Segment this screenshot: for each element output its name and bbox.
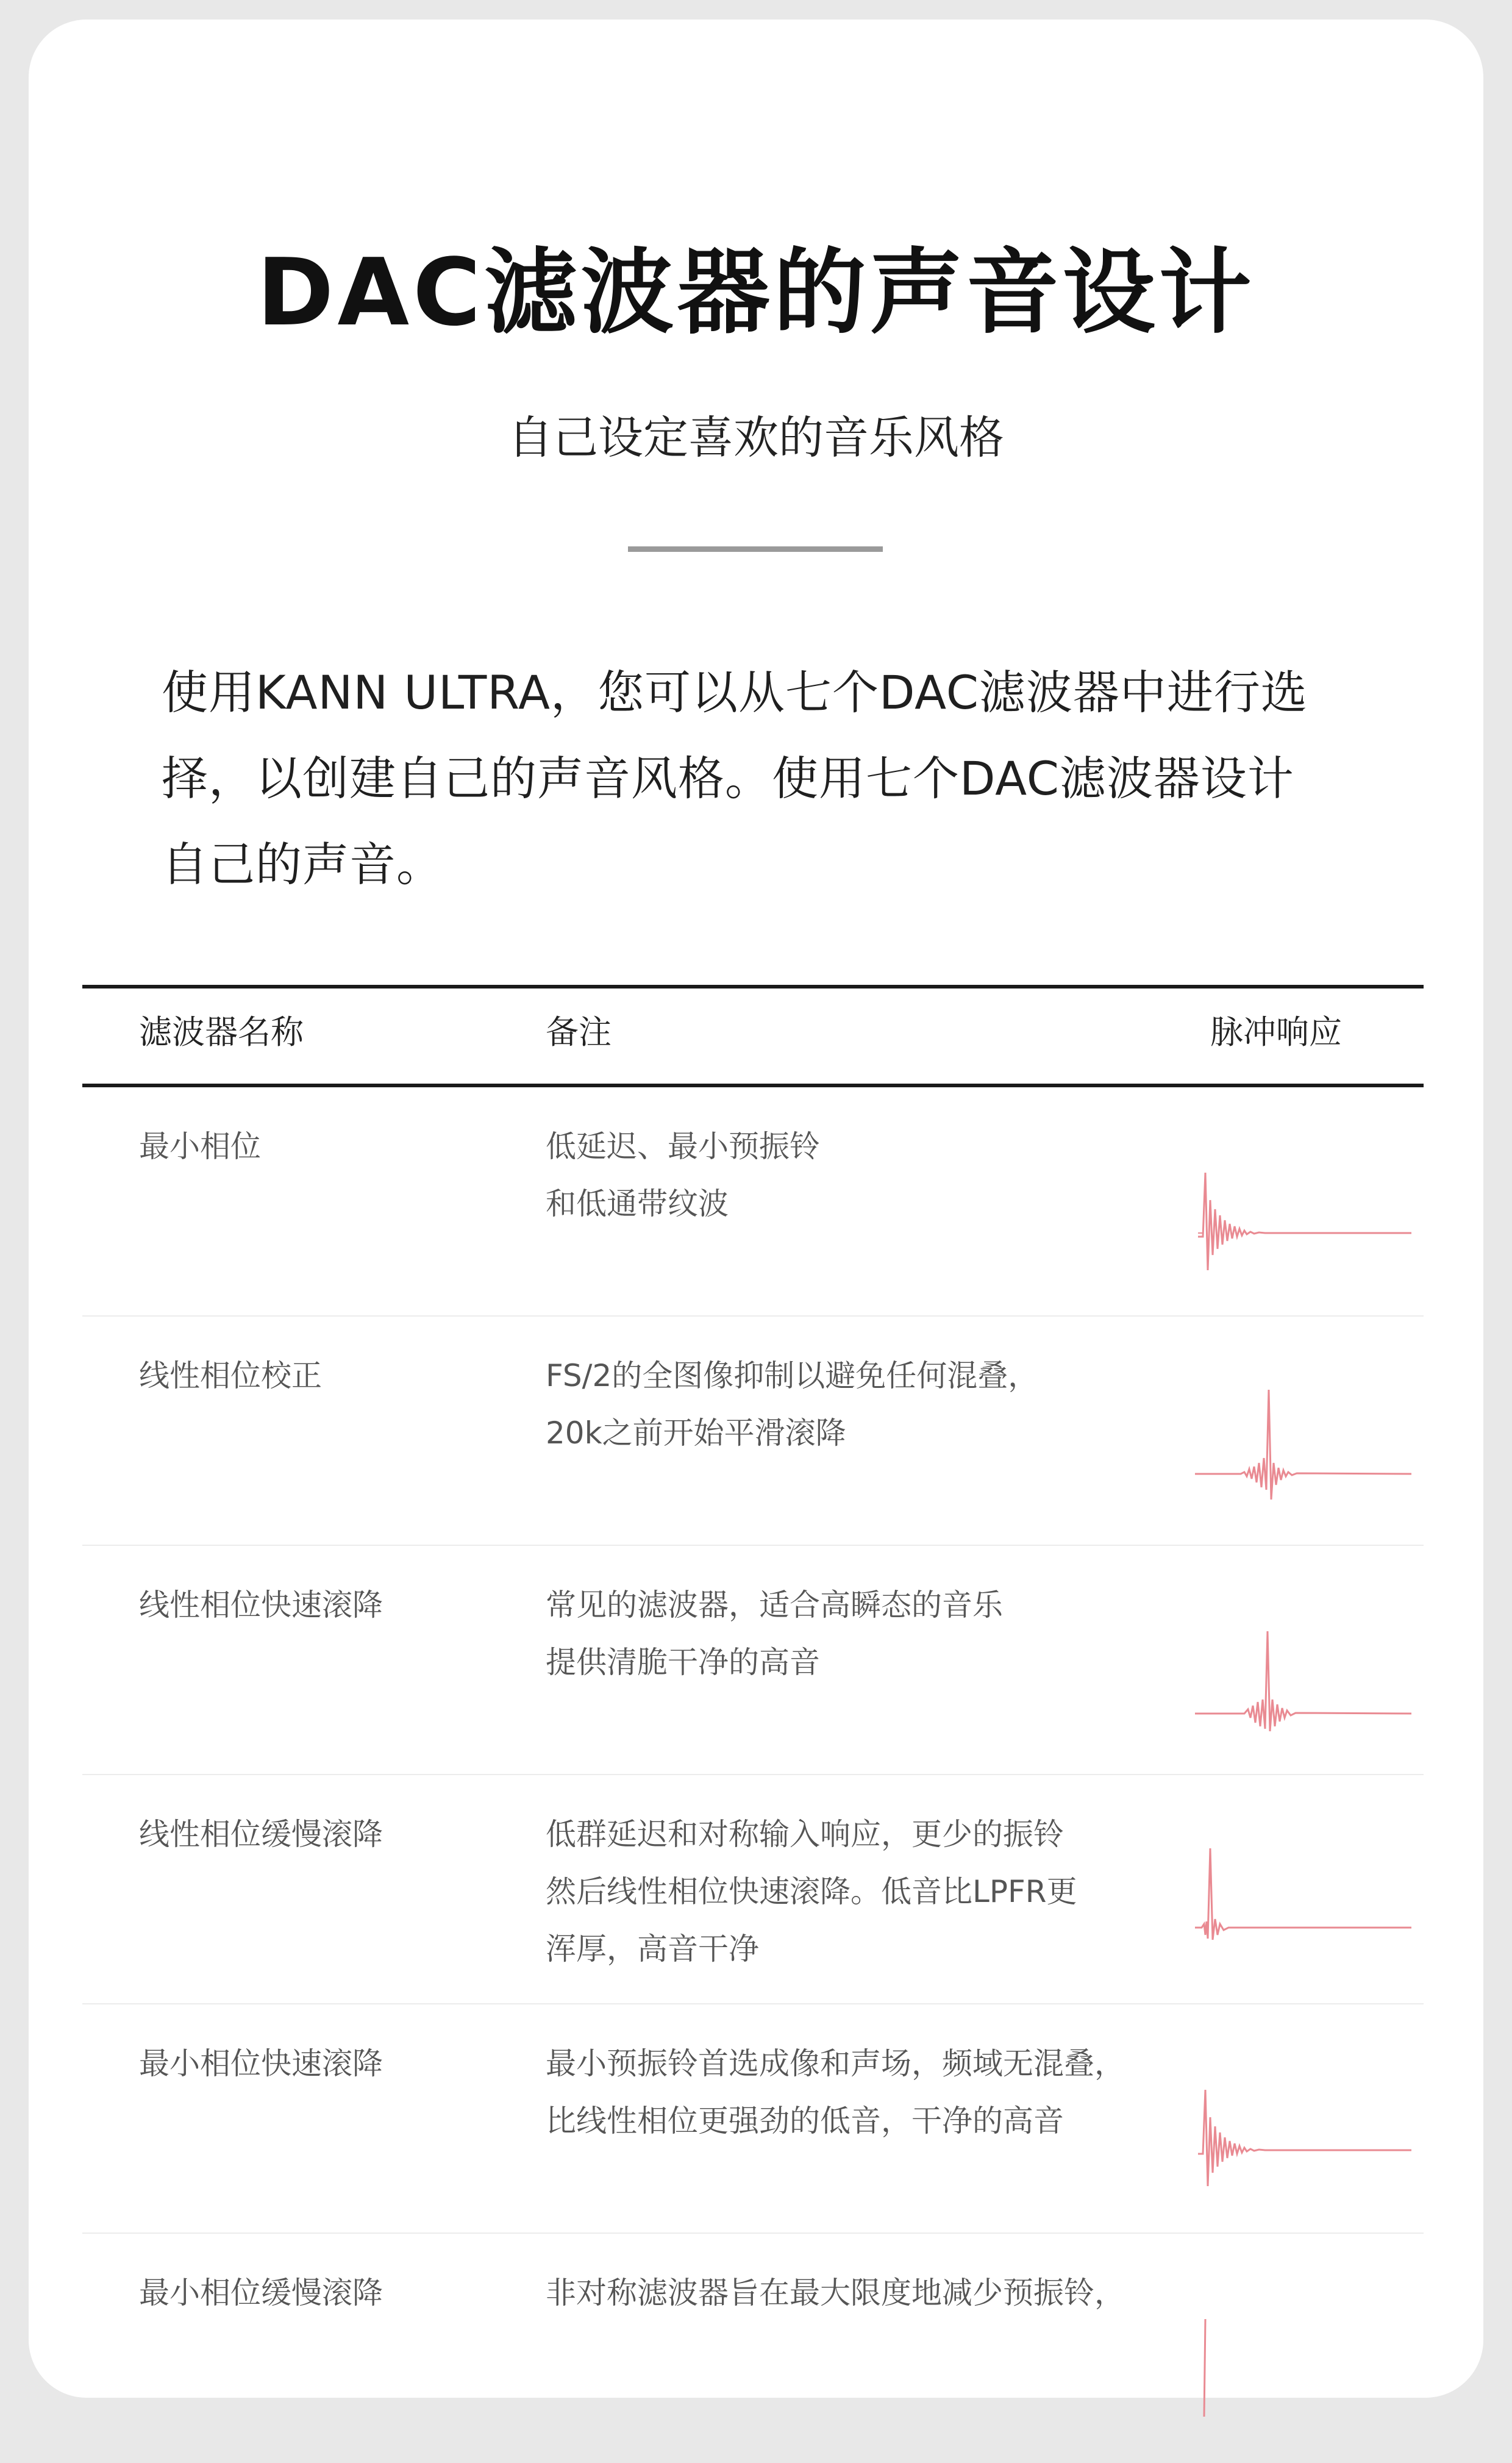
note-line: 20k之前开始平滑滚降	[546, 1415, 846, 1451]
header-note: 备注	[546, 1013, 612, 1051]
filter-name: 线性相位缓慢滚降	[139, 1817, 383, 1852]
title-divider	[628, 546, 883, 552]
filter-note	[546, 1806, 1155, 1978]
filter-name: 最小相位缓慢滚降	[139, 2275, 383, 2311]
linear-phase-impulse-icon	[1168, 1317, 1424, 1546]
note-line: 浑厚，高音干净	[546, 1931, 759, 1967]
note-line: 然后线性相位快速滚降。低音比LPFR更	[546, 1874, 1077, 1909]
note-line: 非对称滤波器旨在最大限度地减少预振铃，	[546, 2275, 1125, 2311]
note-line: 最小预振铃首选成像和声场，频域无混叠，	[546, 2046, 1125, 2081]
filter-name: 最小相位	[139, 1129, 261, 1164]
minimum-phase-slow-impulse-icon	[1168, 2234, 1424, 2463]
linear-phase-slow-impulse-icon	[1168, 1775, 1424, 2004]
note-line: 和低通带纹波	[546, 1186, 729, 1221]
header-impulse-response: 脉冲响应	[1210, 1013, 1342, 1051]
table-row	[82, 2004, 1424, 2234]
page-subtitle: 自己设定喜欢的音乐风格	[508, 412, 1004, 464]
table-row	[82, 1317, 1424, 1546]
filter-name: 线性相位校正	[139, 1358, 322, 1393]
note-line: 比线性相位更强劲的低音，干净的高音	[546, 2103, 1064, 2139]
filter-note	[546, 1347, 1155, 1462]
table-row	[82, 1546, 1424, 1775]
intro-paragraph	[162, 649, 1357, 907]
table-row	[82, 1087, 1424, 1317]
intro-line: 使用KANN ULTRA，您可以从七个DAC滤波器中进行选	[162, 665, 1308, 720]
table-row	[82, 1775, 1424, 2004]
filter-name: 线性相位快速滚降	[139, 1587, 383, 1623]
note-line: 常见的滤波器，适合高瞬态的音乐	[546, 1587, 1003, 1623]
table-row	[82, 2234, 1424, 2463]
intro-line: 择，以创建自己的声音风格。使用七个DAC滤波器设计	[162, 751, 1294, 806]
linear-phase-fast-impulse-icon	[1168, 1546, 1424, 1775]
intro-line: 自己的声音。	[162, 837, 443, 892]
note-line: FS/2的全图像抑制以避免任何混叠，	[546, 1358, 1039, 1393]
filter-note	[546, 1118, 1155, 1232]
header-filter-name: 滤波器名称	[139, 1013, 304, 1051]
note-line: 提供清脆干净的高音	[546, 1645, 820, 1680]
page-title: DAC滤波器的声音设计	[257, 238, 1255, 346]
filter-note	[546, 2264, 1155, 2322]
note-line: 低群延迟和对称输入响应，更少的振铃	[546, 1817, 1064, 1852]
filter-note	[546, 1576, 1155, 1691]
filter-name: 最小相位快速滚降	[139, 2046, 383, 2081]
minimum-phase-fast-impulse-icon	[1168, 2004, 1424, 2234]
table-top-rule	[82, 985, 1424, 988]
filter-note	[546, 2035, 1155, 2150]
minimum-phase-impulse-icon	[1168, 1087, 1424, 1317]
note-line: 低延迟、最小预振铃	[546, 1129, 820, 1164]
